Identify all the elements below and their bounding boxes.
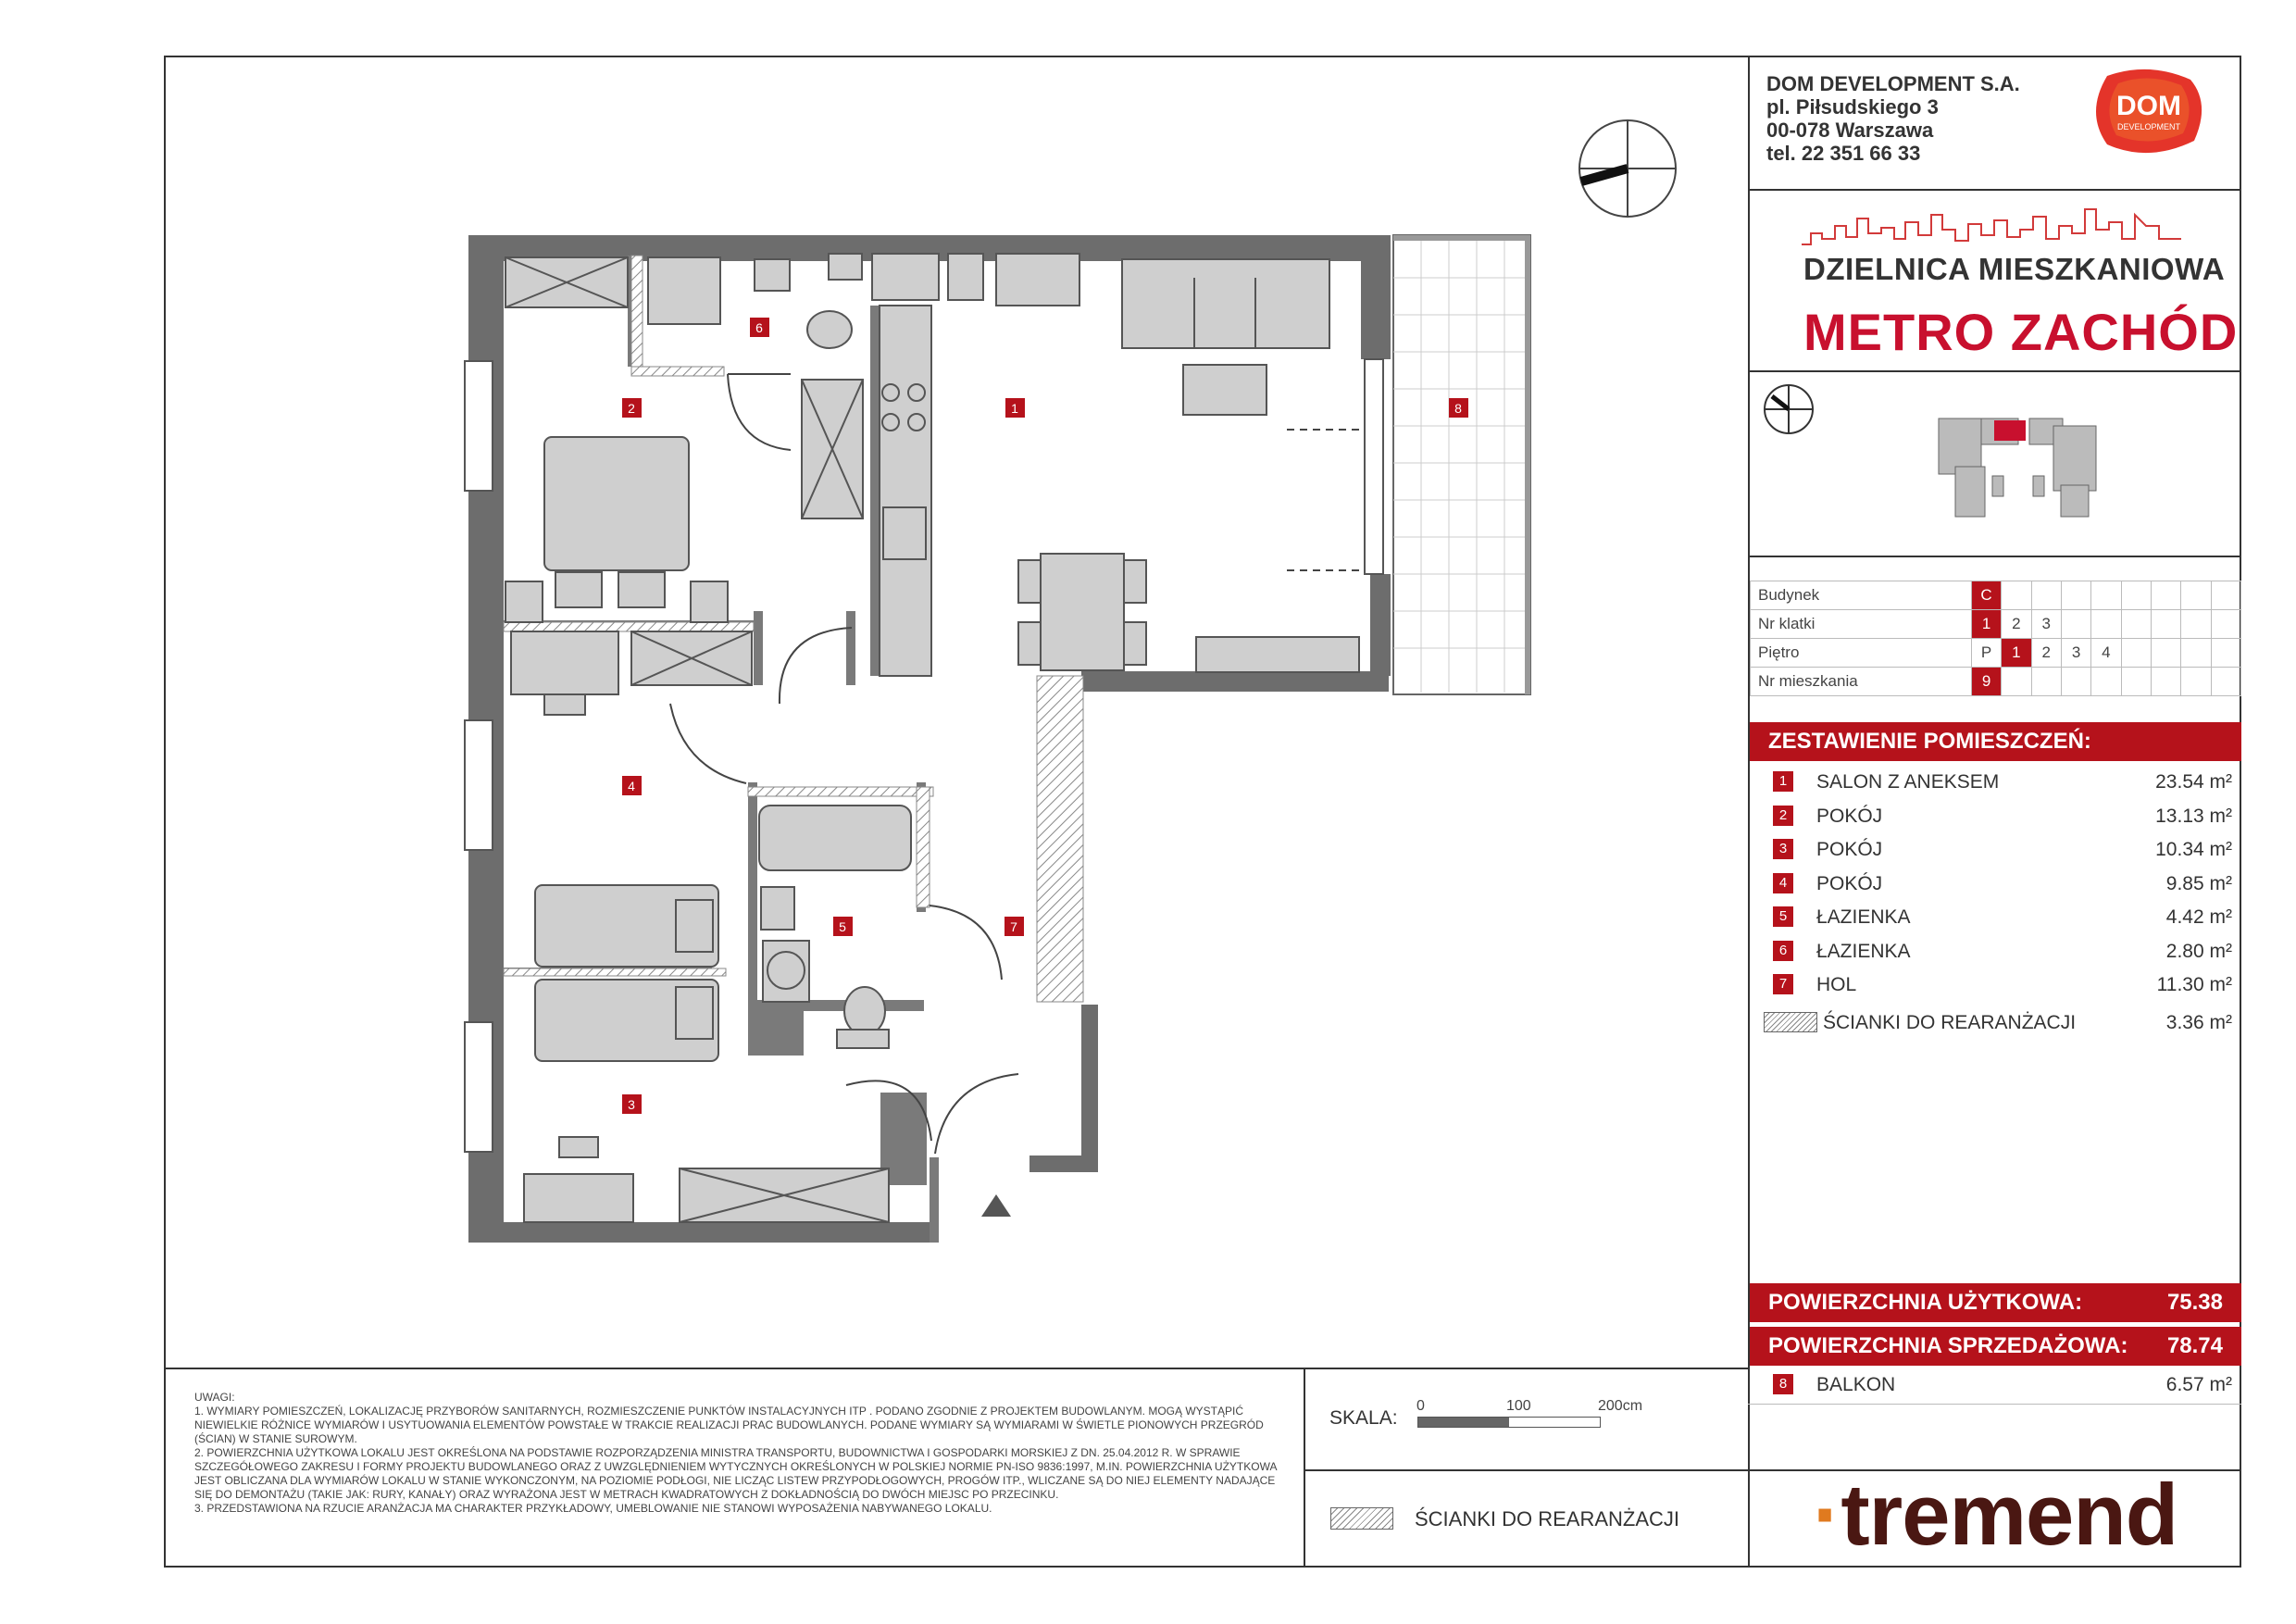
room-name: POKÓJ [1816,839,1883,860]
note-1: 1. WYMIARY POMIESZCZEŃ, LOKALIZACJĘ PRZYBORÓW SANITARNYCH, ROZMIESZCZENIE PUNKTÓW INSTALACYJNYCH ITP . PODANO ZGODNIE Z PROJEKTEM BUDOWLANYM. MOGĄ WYSTĄPIĆ NIEWIELKIE RÓŻNICE WYMIARÓW I USYTUOWANIA ELEMENTÓW POWSTAŁE W TRAKCIE REALIZACJI PRAC BUDOWLANYCH. PODANE WYMIARY SĄ WYMIARAMI W ŚWIETLE PIONOWYCH PRZEGRÓD (ŚCIAN) W STANIE SUROWYM. [194,1405,1264,1445]
hatch-swatch [1764,1012,1817,1032]
company-street: pl. Piłsudskiego 3 [1766,95,1939,119]
room-area: 2.80 m² [2165,940,2232,962]
title-line1: DZIELNICA MIESZKANIOWA [1803,252,2226,286]
desk-4 [511,631,618,694]
scianki-name: ŚCIANKI DO REARANŻACJI [1823,1011,2077,1033]
room-area: 6.57 m² [2165,1374,2232,1395]
room-list [1764,766,2232,1040]
uzytkowa-label: POWIERZCHNIA UŻYTKOWA: [1768,1290,2083,1315]
sprzedazowa-value: 78.74 [2166,1333,2223,1358]
room-name: ŁAZIENKA [1816,906,1911,928]
room-name: POKÓJ [1816,872,1883,894]
row-klatka [1751,610,2241,639]
room-name: BALKON [1816,1374,1896,1395]
list-item-scianki [1764,1006,2232,1041]
room-number: 8 [1773,1374,1793,1394]
room-tag-6: 6 [755,320,763,335]
list-item [1764,833,2232,868]
list-item [1764,968,2232,1003]
scianki-area: 3.36 m² [2165,1011,2232,1033]
coffee-table [1183,365,1267,415]
sink-6 [755,259,790,291]
room-area: 10.34 m² [2155,839,2232,860]
title-line2: METRO ZACHÓD [1803,303,2239,361]
room-area: 11.30 m² [2156,974,2232,995]
bathtub [759,806,911,870]
company-info [1766,72,2020,165]
mieszkanie-value: 9 [1971,668,2001,696]
skyline-graphic [1802,202,2181,250]
room-area: 23.54 m² [2155,771,2232,793]
room-number: 4 [1773,873,1793,893]
notes-block [194,1391,1287,1516]
list-item [1764,868,2232,902]
room-area: 13.13 m² [2155,805,2232,827]
legend-text: ŚCIANKI DO REARANŻACJI [1415,1507,1680,1530]
dom-development-logo [2090,67,2207,156]
room-area: 9.85 m² [2165,872,2232,894]
toilet-6 [807,311,852,348]
pietro-label: Piętro [1751,639,1972,668]
list-item [1764,766,2232,800]
scale-tick-100: 100 [1506,1398,1531,1414]
room-number: 2 [1773,806,1793,826]
room-number: 1 [1773,771,1793,792]
scale-tick-200: 200cm [1598,1398,1643,1414]
shower [648,257,720,324]
room-name: ŁAZIENKA [1816,940,1911,962]
dining-table [1041,554,1124,670]
pietro-2: 2 [2031,639,2061,668]
sprzedazowa-label: POWIERZCHNIA SPRZEDAŻOWA: [1768,1333,2128,1358]
toilet-5 [844,987,885,1035]
bed-2 [544,437,689,570]
room-name: SALON Z ANEKSEM [1816,771,2000,793]
total-uzytkowa [1750,1283,2241,1322]
room-number: 6 [1773,941,1793,961]
pietro-3: 3 [2061,639,2090,668]
room-tag-7: 7 [1010,919,1017,934]
sofa [1122,259,1329,348]
list-item [1764,901,2232,935]
rooms-section-title: ZESTAWIENIE POMIESZCZEŃ: [1750,722,2241,761]
scale-bar [1417,1417,1601,1428]
total-sprzedazowa [1750,1327,2241,1366]
uzytkowa-value: 75.38 [2166,1290,2223,1315]
pietro-p: P [1971,639,2001,668]
tremend-text: tremend [1841,1466,2178,1563]
entrance-arrow-icon [981,1194,1011,1217]
divider-balkon [1748,1404,2241,1405]
room-tag-4: 4 [628,779,635,793]
company-city: 00-078 Warszawa [1766,119,1934,142]
notes-header: UWAGI: [194,1391,235,1404]
klatka-3: 3 [2031,610,2061,639]
scale-tick-0: 0 [1416,1398,1425,1414]
pietro-4: 4 [2091,639,2121,668]
logo-text: DOM [2116,91,2181,121]
row-pietro [1751,639,2241,668]
logo-sub: DEVELOPMENT [2116,122,2181,131]
room-name: HOL [1816,974,1857,995]
row-mieszkanie [1751,668,2241,696]
tv-cabinet [1196,637,1359,672]
balkon-row [1764,1368,2232,1403]
tremend-logo [1813,1465,2177,1565]
tremend-dot: · [1813,1466,1841,1563]
note-2: 2. POWIERZCHNIA UŻYTKOWA LOKALU JEST OKREŚLONA NA PODSTAWIE ROZPORZĄDZENIA MINISTRA TRANSPORTU, BUDOWNICTWA I GOSPODARKI MORSKIEJ Z DN. 25.04.2012 R. W SPRAWIE SZCZEGÓŁOWEGO ZAKRESU I FORMY PROJEKTU BUDOWLANEGO ORAZ Z UWZGLĘDNIENIEM WYTYCZNYCH OKREŚLONYCH W POLSKIEJ NORMIE PN-ISO 9836:1997, M.IN. POWIERZCHNIA UŻYTKOWA JEST OBLICZANA DLA WYMIARÓW LOKALU W STANIE WYKONCZONYM, NA POZIOMIE PODŁOGI, NIE LICZĄC LISTEW PRZYPODŁOGOWYCH, PROGÓW ITP., WLICZANE SĄ DO NIEJ ELEMENTY NADAJĄCE SIĘ DO DEMONTAŻU (TAKIE JAK: RURY, KANAŁY) ORAZ WYRAŻONA JEST W METRACH KWADRATOWYCH Z DOKŁADNOŚCIĄ DO DWÓCH MIEJSC PO PRZECINKU. [194,1446,1277,1501]
north-compass-icon [1579,120,1676,217]
budynek-label: Budynek [1751,581,1972,610]
room-area: 4.42 m² [2165,906,2232,928]
kitchen-sink [883,507,926,559]
room-number: 7 [1773,974,1793,994]
room-tag-2: 2 [628,401,635,416]
site-keyplan [1937,411,2100,520]
room-tag-5: 5 [839,919,846,934]
list-item [1764,1368,2232,1403]
room-tag-1: 1 [1011,401,1018,416]
klatka-2: 2 [2002,610,2031,639]
divider-scale [1304,1368,1305,1568]
klatka-label: Nr klatki [1751,610,1972,639]
company-phone: tel. 22 351 66 33 [1766,142,1921,165]
room-name: POKÓJ [1816,805,1883,827]
apartment-info-grid [1750,581,2241,696]
room-tag-3: 3 [628,1097,635,1112]
list-item [1764,935,2232,969]
balcony-area [1393,235,1530,694]
budynek-value: C [1971,581,2001,610]
company-name: DOM DEVELOPMENT S.A. [1766,72,2020,95]
divider-keyplan [1748,556,2241,557]
interior-walls [504,256,939,1243]
divider-legend [1304,1469,1750,1471]
keyplan-compass-icon [1761,381,1816,437]
room-tag-8: 8 [1454,401,1462,416]
row-budynek [1751,581,2241,610]
room-number: 5 [1773,906,1793,927]
note-3: 3. PRZEDSTAWIONA NA RZUCIE ARANŻACJA MA CHARAKTER PRZYKŁADOWY, UMEBLOWANIE NIE STANOWI WYPOSAŻENIA NABYWANEGO LOKALU. [194,1502,992,1515]
room-number: 3 [1773,839,1793,859]
divider-title [1748,370,2241,372]
pietro-1: 1 [2002,639,2031,668]
sink-5 [761,887,794,930]
mieszkanie-label: Nr mieszkania [1751,668,1972,696]
klatka-1: 1 [1971,610,2001,639]
list-item [1764,800,2232,834]
legend-hatch-swatch [1330,1507,1393,1530]
scale-label: SKALA: [1329,1407,1398,1429]
divider-company [1748,189,2241,191]
divider-notes [164,1368,1750,1369]
kitchen-counter [880,306,931,676]
desk-3 [524,1174,633,1222]
